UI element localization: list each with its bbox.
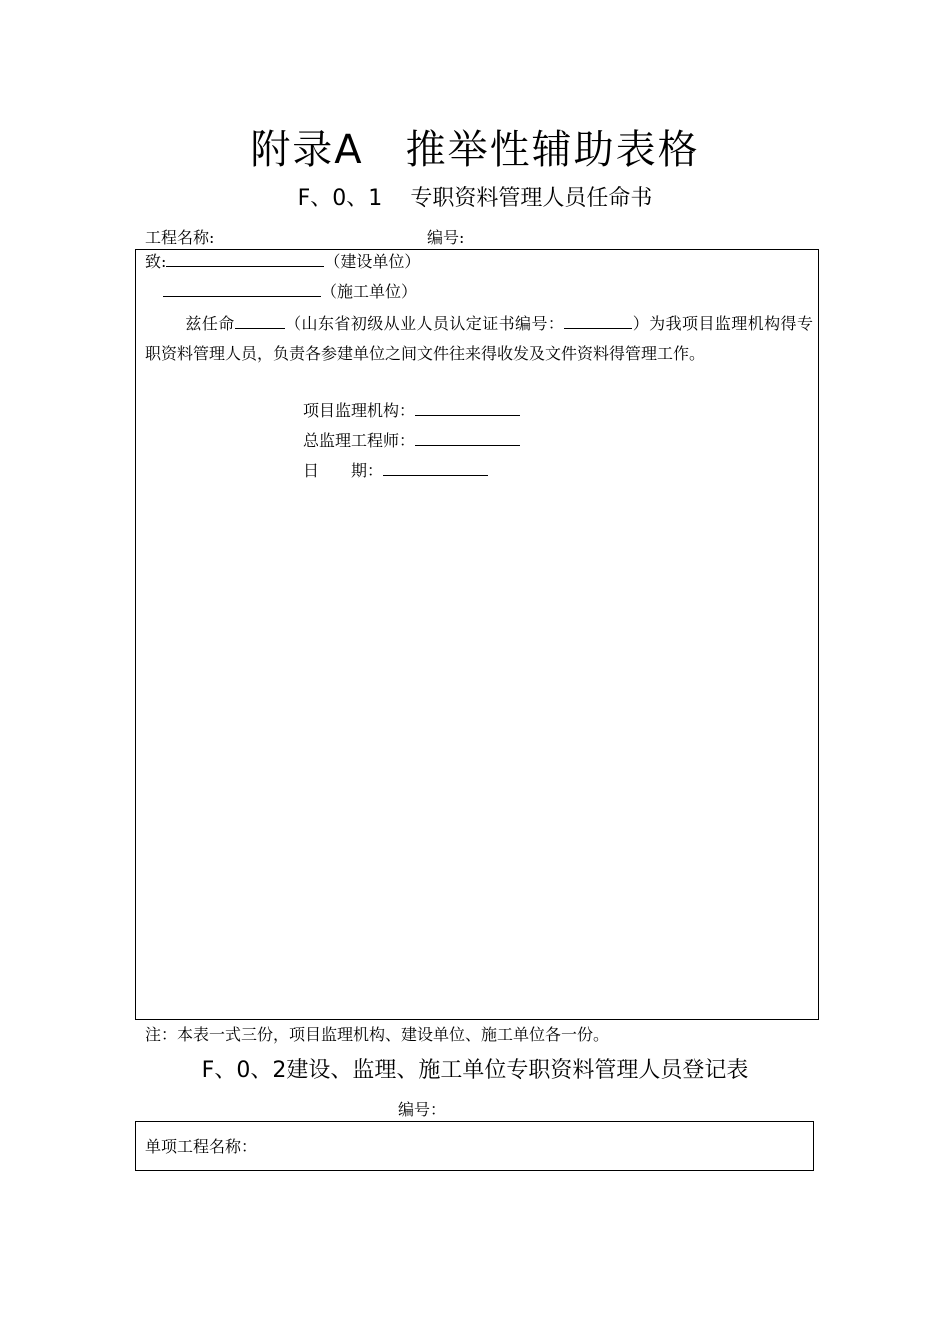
contractor-unit-field[interactable]: [163, 280, 321, 297]
item-project-label: 单项工程名称：: [145, 1137, 258, 1156]
chief-engineer-field[interactable]: [415, 429, 520, 446]
to-line: [145, 250, 420, 273]
section1-title: [0, 184, 950, 214]
form2-number-label: 编号：: [398, 1100, 447, 1119]
date-line: [303, 459, 488, 482]
construction-unit-field[interactable]: [166, 250, 324, 267]
supervision-org-label: 项目监理机构：: [303, 401, 416, 420]
date-field[interactable]: [383, 459, 488, 476]
chief-engineer-label: 总监理工程师：: [303, 431, 416, 450]
appoint-tail: ）为我项目监理机构得专职资料管理人员，负责各参建单位之间文件往来得收发及文件资料得管理工作。: [145, 314, 813, 363]
section1-name: 专职资料管理人员任命书: [410, 186, 653, 211]
project-name-label: 工程名称:: [145, 228, 215, 247]
section1-code: F、0、1: [297, 186, 383, 211]
date-label: 日 期：: [303, 461, 384, 480]
appoint-prefix: 兹任命: [185, 314, 235, 333]
contractor-unit-label: （施工单位）: [321, 282, 418, 301]
form1-note: 注：本表一式三份，项目监理机构、建设单位、施工单位各一份。: [145, 1025, 610, 1044]
to-label: 致:: [145, 252, 167, 271]
construction-unit-label: （建设单位）: [324, 252, 421, 271]
section2-title: F、0、2建设、监理、施工单位专职资料管理人员登记表: [201, 1058, 749, 1083]
appointment-paragraph: [145, 309, 813, 369]
cert-number-field[interactable]: [564, 312, 632, 329]
contractor-line: [163, 280, 417, 303]
appointee-name-field[interactable]: [235, 312, 285, 329]
supervision-org-field[interactable]: [415, 399, 520, 416]
supervision-org-line: [303, 399, 520, 422]
appoint-cert-text: （山东省初级从业人员认定证书编号：: [284, 314, 565, 333]
page-title: 附录A 推举性辅助表格: [250, 127, 700, 173]
form1-number-label: 编号:: [427, 228, 465, 247]
chief-engineer-line: [303, 429, 520, 452]
